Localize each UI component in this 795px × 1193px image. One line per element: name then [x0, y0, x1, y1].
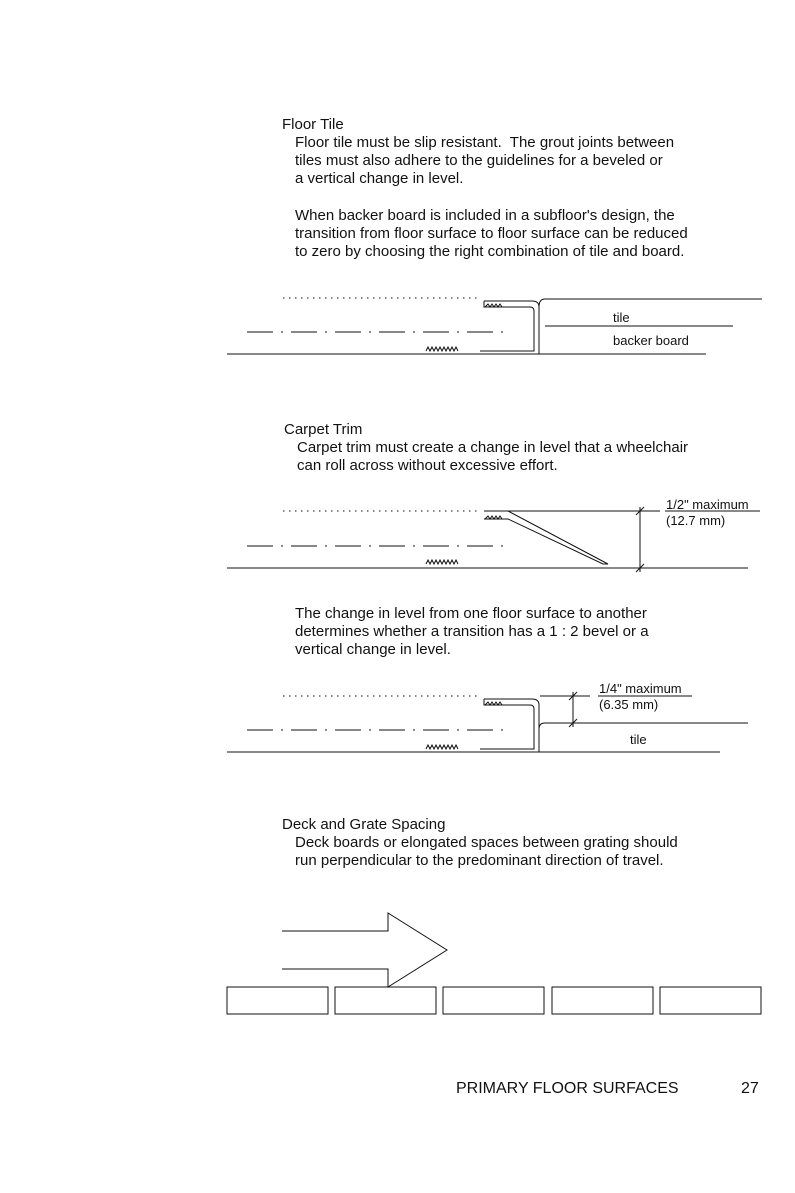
carpet-trim-heading: Carpet Trim — [284, 421, 363, 438]
label-tile: tile — [613, 310, 630, 325]
label-tile: tile — [630, 732, 647, 747]
floor-tile-paragraph-1: Floor tile must be slip resistant. The grout joints between tiles must also adhere to the guidelines for a beveled or a vertical change in level. — [295, 134, 675, 187]
deck-board-2 — [335, 987, 436, 1014]
dimension-label-6-35mm: (6.35 mm) — [599, 697, 659, 712]
adhesive-mark-bottom — [426, 560, 458, 564]
deck-board-1 — [227, 987, 328, 1014]
deck-grate-diagram — [0, 905, 795, 1025]
carpet-trim-paragraph-1: Carpet trim must create a change in level that a wheelchair can roll across without excessive effort. — [297, 439, 689, 474]
dimension-label-half-inch: 1/2" maximum — [666, 497, 749, 512]
trim-lip — [539, 299, 545, 307]
trim-lip — [539, 723, 545, 729]
deck-grate-heading: Deck and Grate Spacing — [282, 816, 446, 833]
floor-tile-heading: Floor Tile — [282, 116, 344, 133]
label-backer-board: backer board — [613, 333, 689, 348]
floor-tile-paragraph-2: When backer board is included in a subfloor's design, the transition from floor surface to floor surface can be reduced to zero by choosing the right combination of tile and board. — [295, 207, 688, 260]
travel-direction-arrow-icon — [282, 913, 447, 987]
floor-tile-diagram — [0, 285, 795, 365]
footer-section-title: PRIMARY FLOOR SURFACES — [456, 1080, 679, 1097]
page-number: 27 — [741, 1080, 759, 1097]
trim-profile-inner — [480, 699, 534, 749]
bevel-trim-profile — [484, 511, 608, 564]
trim-profile-outer — [484, 699, 539, 752]
dimension-label-12-7mm: (12.7 mm) — [666, 513, 726, 528]
deck-grate-paragraph: Deck boards or elongated spaces between grating should run perpendicular to the predominant direction of travel. — [295, 834, 678, 869]
adhesive-mark-bottom — [426, 347, 458, 351]
adhesive-mark-bottom — [426, 745, 458, 749]
deck-board-5 — [660, 987, 761, 1014]
trim-profile-inner — [480, 301, 534, 351]
trim-profile-outer — [484, 301, 539, 354]
deck-board-4 — [552, 987, 653, 1014]
change-in-level-paragraph: The change in level from one floor surface to another determines whether a transition has a 1 : 2 bevel or a vertical change in level. — [295, 605, 649, 658]
deck-board-3 — [443, 987, 544, 1014]
dimension-label-quarter-inch: 1/4" maximum — [599, 681, 682, 696]
